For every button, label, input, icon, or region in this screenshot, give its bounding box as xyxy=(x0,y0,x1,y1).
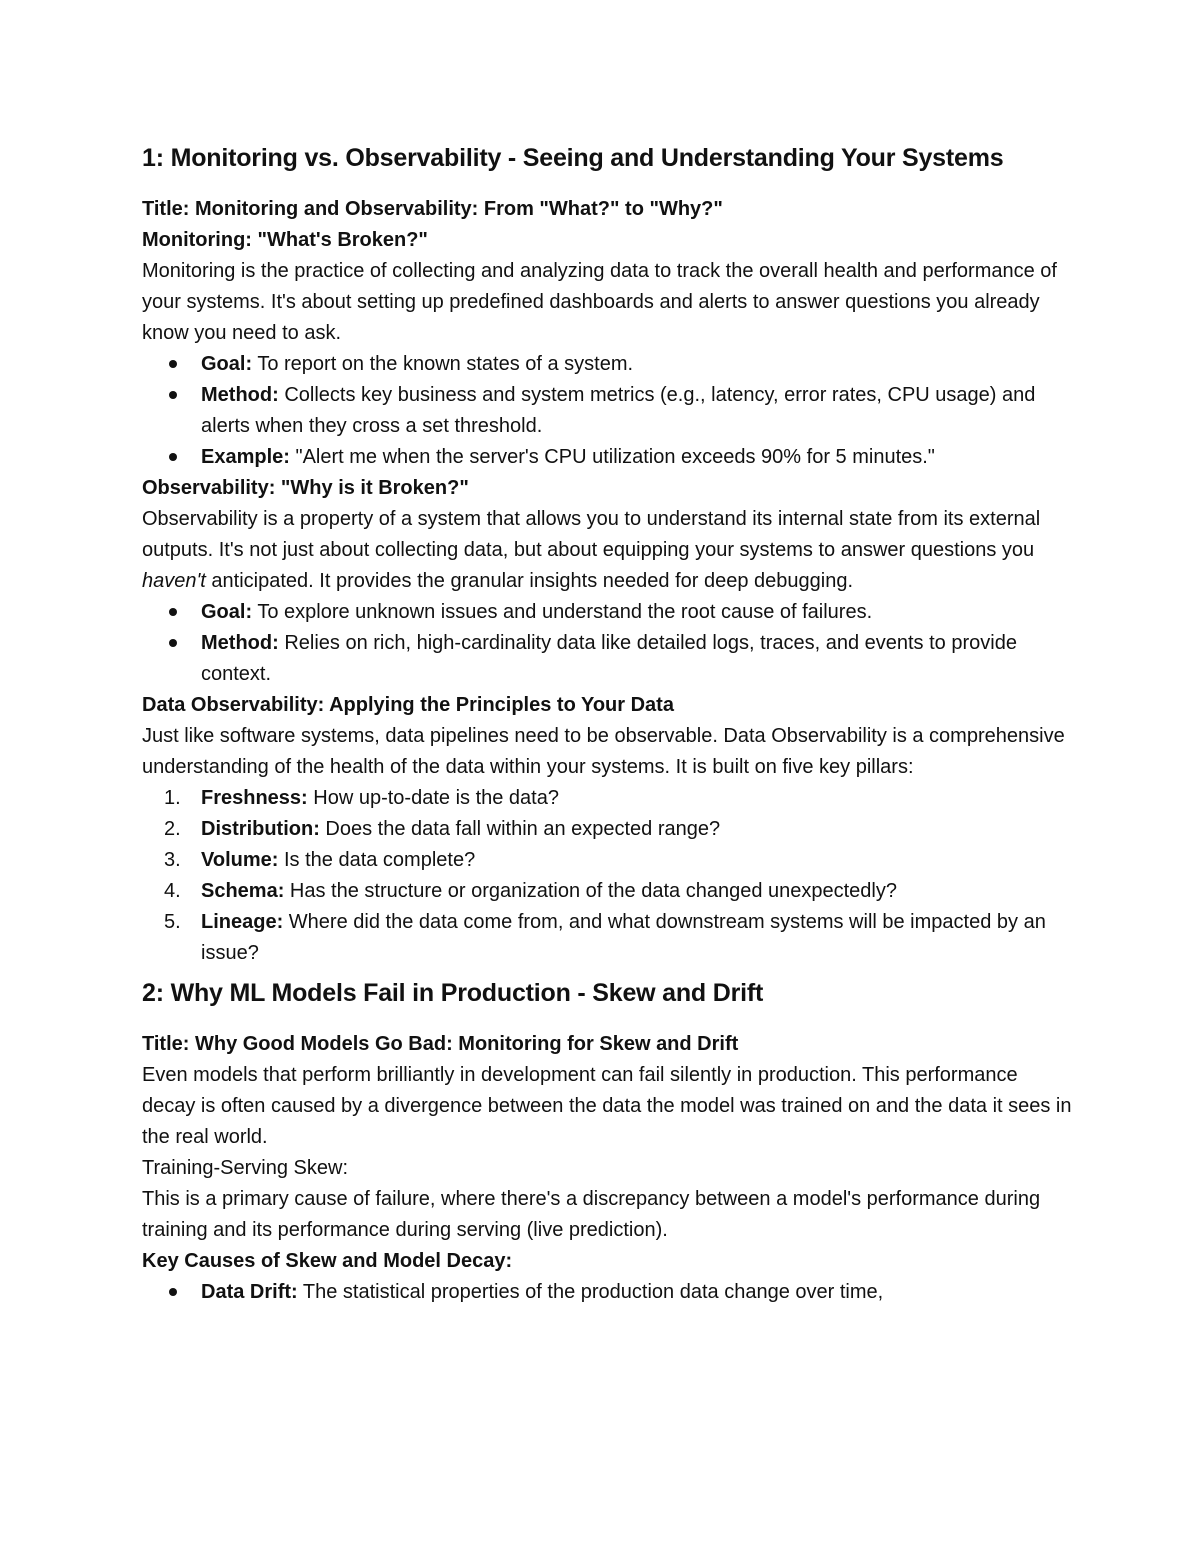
pillar-text: Is the data complete? xyxy=(278,849,476,871)
section-1-heading: 1: Monitoring vs. Observability - Seeing and Understanding Your Systems xyxy=(142,144,1004,172)
observability-bullet-list xyxy=(142,597,1072,690)
monitoring-body: Monitoring is the practice of collecting and analyzing data to track the overall health and performance of your systems. It's about setting up predefined dashboards and alerts to answer questions you already know you need to ask. xyxy=(142,260,1057,344)
bullet-icon xyxy=(169,453,177,461)
section-2-title: Title: Why Good Models Go Bad: Monitoring for Skew and Drift xyxy=(142,1033,739,1055)
list-number: 4. xyxy=(164,880,181,902)
observability-body xyxy=(142,504,1072,597)
bullet-label: Method: xyxy=(201,632,279,654)
list-item xyxy=(142,349,1072,380)
list-item xyxy=(142,876,1072,907)
list-number: 5. xyxy=(164,911,181,933)
pillar-label: Schema: xyxy=(201,880,285,902)
document-content xyxy=(142,138,1072,1308)
list-item xyxy=(142,597,1072,628)
skew-body: This is a primary cause of failure, where there's a discrepancy between a model's performance during training and its performance during serving (live prediction). xyxy=(142,1188,1041,1241)
list-item xyxy=(142,1277,1072,1308)
data-observability-body: Just like software systems, data pipelines need to be observable. Data Observability is a comprehensive understanding of the health of the data within your systems. It is built on five key pillars: xyxy=(142,725,1065,778)
list-item xyxy=(142,845,1072,876)
bullet-icon xyxy=(169,608,177,616)
list-item xyxy=(142,907,1072,969)
list-item xyxy=(142,814,1072,845)
causes-bullet-list xyxy=(142,1277,1072,1308)
list-item xyxy=(142,442,1072,473)
observability-heading: Observability: "Why is it Broken?" xyxy=(142,477,469,499)
bullet-text: "Alert me when the server's CPU utilization exceeds 90% for 5 minutes." xyxy=(289,446,935,468)
list-number: 3. xyxy=(164,849,181,871)
pillar-label: Distribution: xyxy=(201,818,320,840)
bullet-text: To report on the known states of a system. xyxy=(252,353,634,375)
bullet-label: Data Drift: xyxy=(201,1281,298,1303)
observability-body-emphasis: haven't xyxy=(142,570,206,592)
observability-body-post: anticipated. It provides the granular insights needed for deep debugging. xyxy=(205,570,853,592)
bullet-icon xyxy=(169,391,177,399)
bullet-label: Goal: xyxy=(201,353,253,375)
monitoring-heading: Monitoring: "What's Broken?" xyxy=(142,229,428,251)
pillars-list xyxy=(142,783,1072,969)
observability-body-pre: Observability is a property of a system that allows you to understand its internal state from its external outputs. It's not just about collecting data, but about equipping your systems to answer questions you xyxy=(142,508,1041,561)
bullet-label: Example: xyxy=(201,446,290,468)
bullet-icon xyxy=(169,1288,177,1296)
bullet-text: The statistical properties of the production data change over time, xyxy=(297,1281,884,1303)
bullet-label: Goal: xyxy=(201,601,253,623)
pillar-label: Freshness: xyxy=(201,787,308,809)
pillar-label: Lineage: xyxy=(201,911,284,933)
list-number: 1. xyxy=(164,787,181,809)
bullet-icon xyxy=(169,360,177,368)
pillar-text: How up-to-date is the data? xyxy=(307,787,559,809)
section-2-intro: Even models that perform brilliantly in development can fail silently in production. This performance decay is often caused by a divergence between the data the model was trained on and the data it sees in the real world. xyxy=(142,1064,1072,1148)
bullet-icon xyxy=(169,639,177,647)
list-number: 2. xyxy=(164,818,181,840)
bullet-label: Method: xyxy=(201,384,279,406)
pillar-label: Volume: xyxy=(201,849,279,871)
list-item xyxy=(142,783,1072,814)
skew-heading: Training-Serving Skew: xyxy=(142,1157,349,1179)
list-item xyxy=(142,628,1072,690)
bullet-text: Relies on rich, high-cardinality data like detailed logs, traces, and events to provide context. xyxy=(201,632,1017,685)
section-2-heading: 2: Why ML Models Fail in Production - Skew and Drift xyxy=(142,979,764,1007)
causes-heading: Key Causes of Skew and Model Decay: xyxy=(142,1250,513,1272)
pillar-text: Where did the data come from, and what downstream systems will be impacted by an issue? xyxy=(201,911,1046,964)
section-1-title: Title: Monitoring and Observability: From "What?" to "Why?" xyxy=(142,198,723,220)
bullet-text: To explore unknown issues and understand the root cause of failures. xyxy=(252,601,873,623)
monitoring-bullet-list xyxy=(142,349,1072,473)
bullet-text: Collects key business and system metrics (e.g., latency, error rates, CPU usage) and alerts when they cross a set threshold. xyxy=(201,384,1036,437)
pillar-text: Does the data fall within an expected range? xyxy=(319,818,721,840)
list-item xyxy=(142,380,1072,442)
data-observability-heading: Data Observability: Applying the Principles to Your Data xyxy=(142,694,674,716)
pillar-text: Has the structure or organization of the data changed unexpectedly? xyxy=(284,880,897,902)
